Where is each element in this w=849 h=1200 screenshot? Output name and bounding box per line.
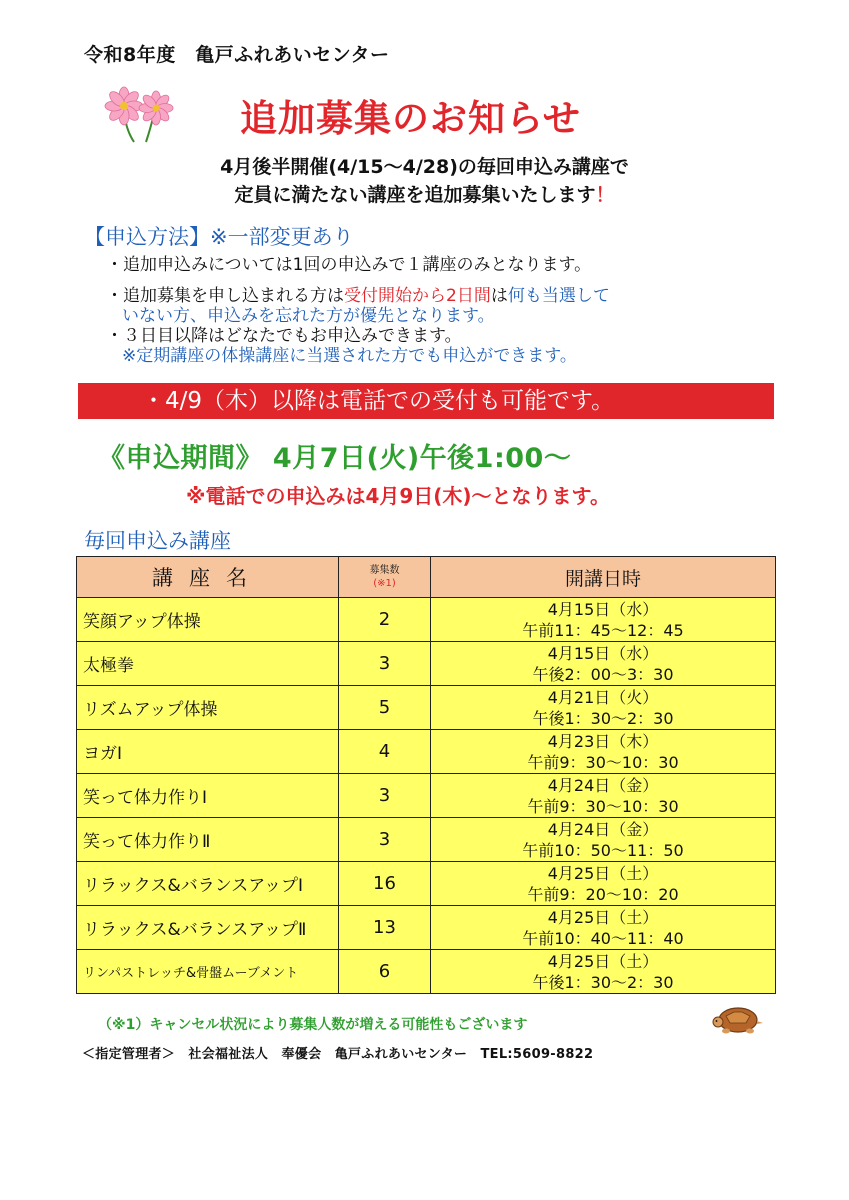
page-top-title: 令和8年度 亀戸ふれあいセンター [84,44,390,66]
method-bullet-2-continued: いない方、申込みを忘れた方が優先となります。 [122,306,495,326]
phone-banner-text: ・4/9（木）以降は電話での受付も可能です。 [142,388,615,414]
course-count: 2 [339,598,431,642]
course-schedule [431,686,776,730]
flower-icon [104,86,184,146]
course-date: 4月23日（木） [547,731,659,751]
courses-table-body [77,598,776,994]
course-schedule [431,774,776,818]
table-row [77,642,776,686]
course-time: 午前10：50〜11：50 [522,840,684,860]
bullet-2-part-d: 何も当選して [507,286,610,306]
period-label: 《申込期間》 [98,443,263,474]
course-count: 4 [339,730,431,774]
method-bullet-1: ・追加申込みについては1回の申込みで１講座のみとなります。 [106,255,592,275]
table-row [77,730,776,774]
course-schedule [431,818,776,862]
course-name: リラックス&バランスアップⅠ [77,862,339,906]
course-count: 5 [339,686,431,730]
application-period [98,436,571,475]
course-name: 笑って体力作りⅠ [77,774,339,818]
exclamation-mark: ！ [595,184,615,206]
course-date: 4月21日（火） [547,687,659,707]
table-row [77,774,776,818]
col-header-count-note: (※1) [373,578,396,589]
subtitle-line-2 [0,180,849,207]
subtitle-line-1: 4月後半開催(4/15〜4/28)の毎回申込み講座で [220,156,629,178]
courses-table [76,556,776,994]
course-schedule [431,906,776,950]
course-schedule [431,598,776,642]
course-schedule [431,950,776,994]
turtle-icon [710,1003,766,1035]
course-time: 午後1：30〜2：30 [532,708,674,728]
method-heading: 【申込方法】※一部変更あり [84,225,354,249]
method-bullet-3: ・３日目以降はどなたでもお申込みできます。 [106,326,462,346]
course-date: 4月25日（土） [547,907,659,927]
course-schedule [431,730,776,774]
table-row [77,686,776,730]
course-date: 4月25日（土） [547,863,659,883]
table-row [77,906,776,950]
phone-banner [78,383,774,419]
course-schedule [431,862,776,906]
course-time: 午前9：30〜10：30 [527,752,679,772]
col-header-name: 講座名 [77,557,339,598]
col-header-count [339,557,431,598]
table-row [77,598,776,642]
bullet-2-part-a: ・追加募集を申し込まれる方は [106,286,344,306]
course-date: 4月15日（水） [547,599,659,619]
course-count: 3 [339,774,431,818]
course-time: 午前9：30〜10：30 [527,796,679,816]
course-name: 太極拳 [77,642,339,686]
method-bullet-2 [106,285,610,307]
course-date: 4月24日（金） [547,775,659,795]
col-header-count-label: 募集数 [369,565,400,576]
course-name: 笑顔アップ体操 [77,598,339,642]
subtitle-line-2-text: 定員に満たない講座を追加募集いたします [234,184,596,206]
phone-application-note: ※電話での申込みは4月9日(木)〜となります。 [186,484,610,508]
main-title: 追加募集のお知らせ [240,97,581,140]
course-name: 笑って体力作りⅡ [77,818,339,862]
table-row [77,818,776,862]
course-time: 午前11：45〜12：45 [522,620,684,640]
course-time: 午後2：00〜3：30 [532,664,674,684]
course-count: 6 [339,950,431,994]
footer-manager-info: ＜指定管理者＞ 社会福祉法人 奉優会 亀戸ふれあいセンター TEL:5609-8822 [82,1047,594,1062]
table-row [77,862,776,906]
table-row [77,950,776,994]
method-bullet-3-note: ※定期講座の体操講座に当選された方でも申込ができます。 [122,346,577,366]
course-schedule [431,642,776,686]
course-date: 4月25日（土） [547,951,659,971]
course-time: 午後1：30〜2：30 [532,972,674,992]
col-header-date: 開講日時 [431,557,776,598]
courses-heading: 毎回申込み講座 [84,529,231,553]
course-date: 4月24日（金） [547,819,659,839]
course-name: リンパストレッチ&骨盤ムーブメント [77,950,339,994]
course-count: 13 [339,906,431,950]
bullet-2-part-c: は [490,286,508,306]
course-name: リズムアップ体操 [77,686,339,730]
course-count: 3 [339,642,431,686]
table-header-row [77,557,776,598]
course-time: 午前10：40〜11：40 [522,928,684,948]
course-name: リラックス&バランスアップⅡ [77,906,339,950]
footnote: （※1）キャンセル状況により募集人数が増える可能性もございます [98,1017,528,1033]
period-value: 4月7日(火)午後1:00〜 [272,443,572,474]
course-count: 3 [339,818,431,862]
bullet-2-part-b: 受付開始から2日間 [344,286,491,306]
course-name: ヨガⅠ [77,730,339,774]
course-time: 午前9：20〜10：20 [527,884,679,904]
course-count: 16 [339,862,431,906]
course-date: 4月15日（水） [547,643,659,663]
